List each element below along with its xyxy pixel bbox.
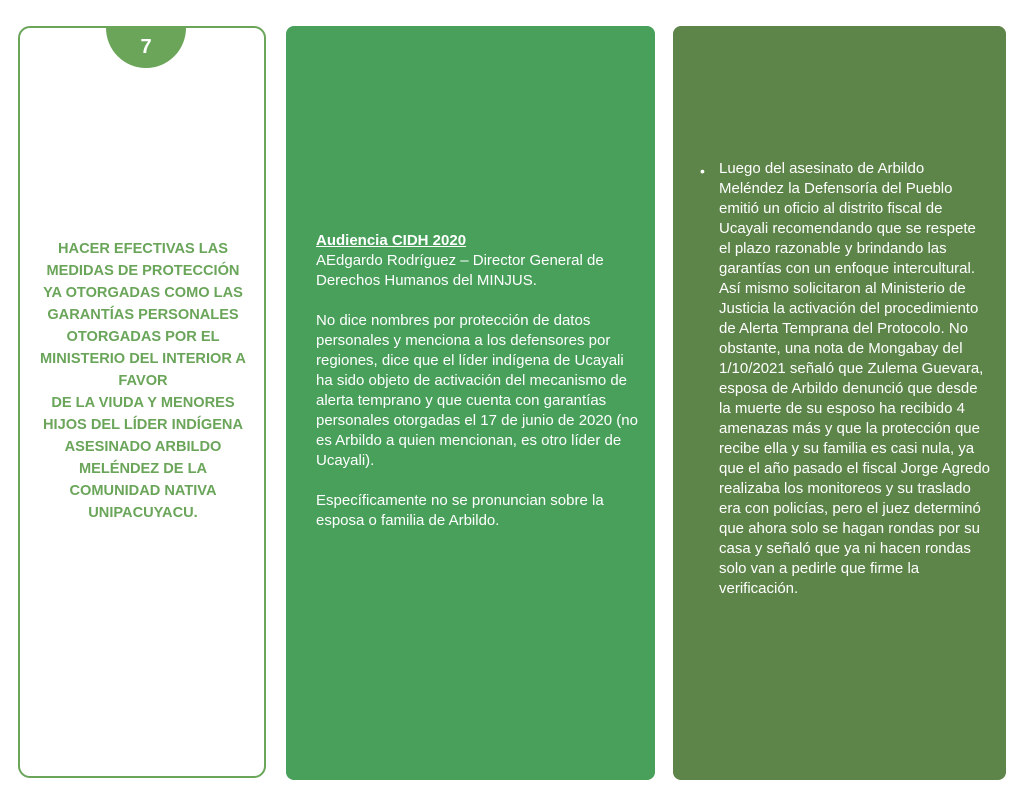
hearing-speaker: AEdgardo Rodríguez – Director General de Derechos Humanos del MINJUS. [316, 252, 604, 289]
hearing-content [316, 231, 642, 551]
hearing-heading: Audiencia CIDH 2020 [316, 232, 467, 249]
measure-number-badge: 7 [106, 26, 186, 68]
bullet-marker: • [700, 163, 705, 179]
measure-description: HACER EFECTIVAS LAS MEDIDAS DE PROTECCIÓN YA OTORGADAS COMO LAS GARANTÍAS PERSONALES OTORGADAS POR EL MINISTERIO DEL INTERIOR A FAVOR DE LA VIUDA Y MENORES HIJOS DEL LÍDER INDÍGENA ASESINADO ARBILDO MELÉNDEZ DE LA COMUNIDAD NATIVA UNIPACUYACU. [40, 241, 246, 521]
hearing-paragraph-1: No dice nombres por protección de datos personales y menciona a los defensores por regiones, dice que el líder indígena de Ucayali ha sido objeto de activación del mecanismo de alerta temprano y que cuenta con garantías personales otorgadas el 17 de junio de 2020 (no es Arbildo a quien mencionan, es otro líder de Ucayali). [316, 312, 638, 469]
hearing-paragraph-2: Específicamente no se pronuncian sobre la esposa o familia de Arbildo. [316, 492, 604, 529]
status-bullet-text: Luego del asesinato de Arbildo Meléndez la Defensoría del Pueblo emitió un oficio al distrito fiscal de Ucayali recomendando que se respete el plazo razonable y brindando las garantías con un enfoque intercultural. Así mismo solicitaron al Ministerio de Justicia la activación del procedimiento de Alerta Temprana del Protocolo. No obstante, una nota de Mongabay del 1/10/2021 señaló que Zulema Guevara, esposa de Arbildo denunció que desde la muerte de su esposo ha recibido 4 amenazas más y que la protección que recibe ella y su familia es casi nula, ya que el año pasado el fiscal Jorge Agredo realizaba los monitoreos y su traslado era con policías, pero el juez determinó que ahora solo se hagan rondas por su casa y señaló que ya ni hacen rondas solo van a pedirle que firme la verificación. [719, 160, 991, 597]
